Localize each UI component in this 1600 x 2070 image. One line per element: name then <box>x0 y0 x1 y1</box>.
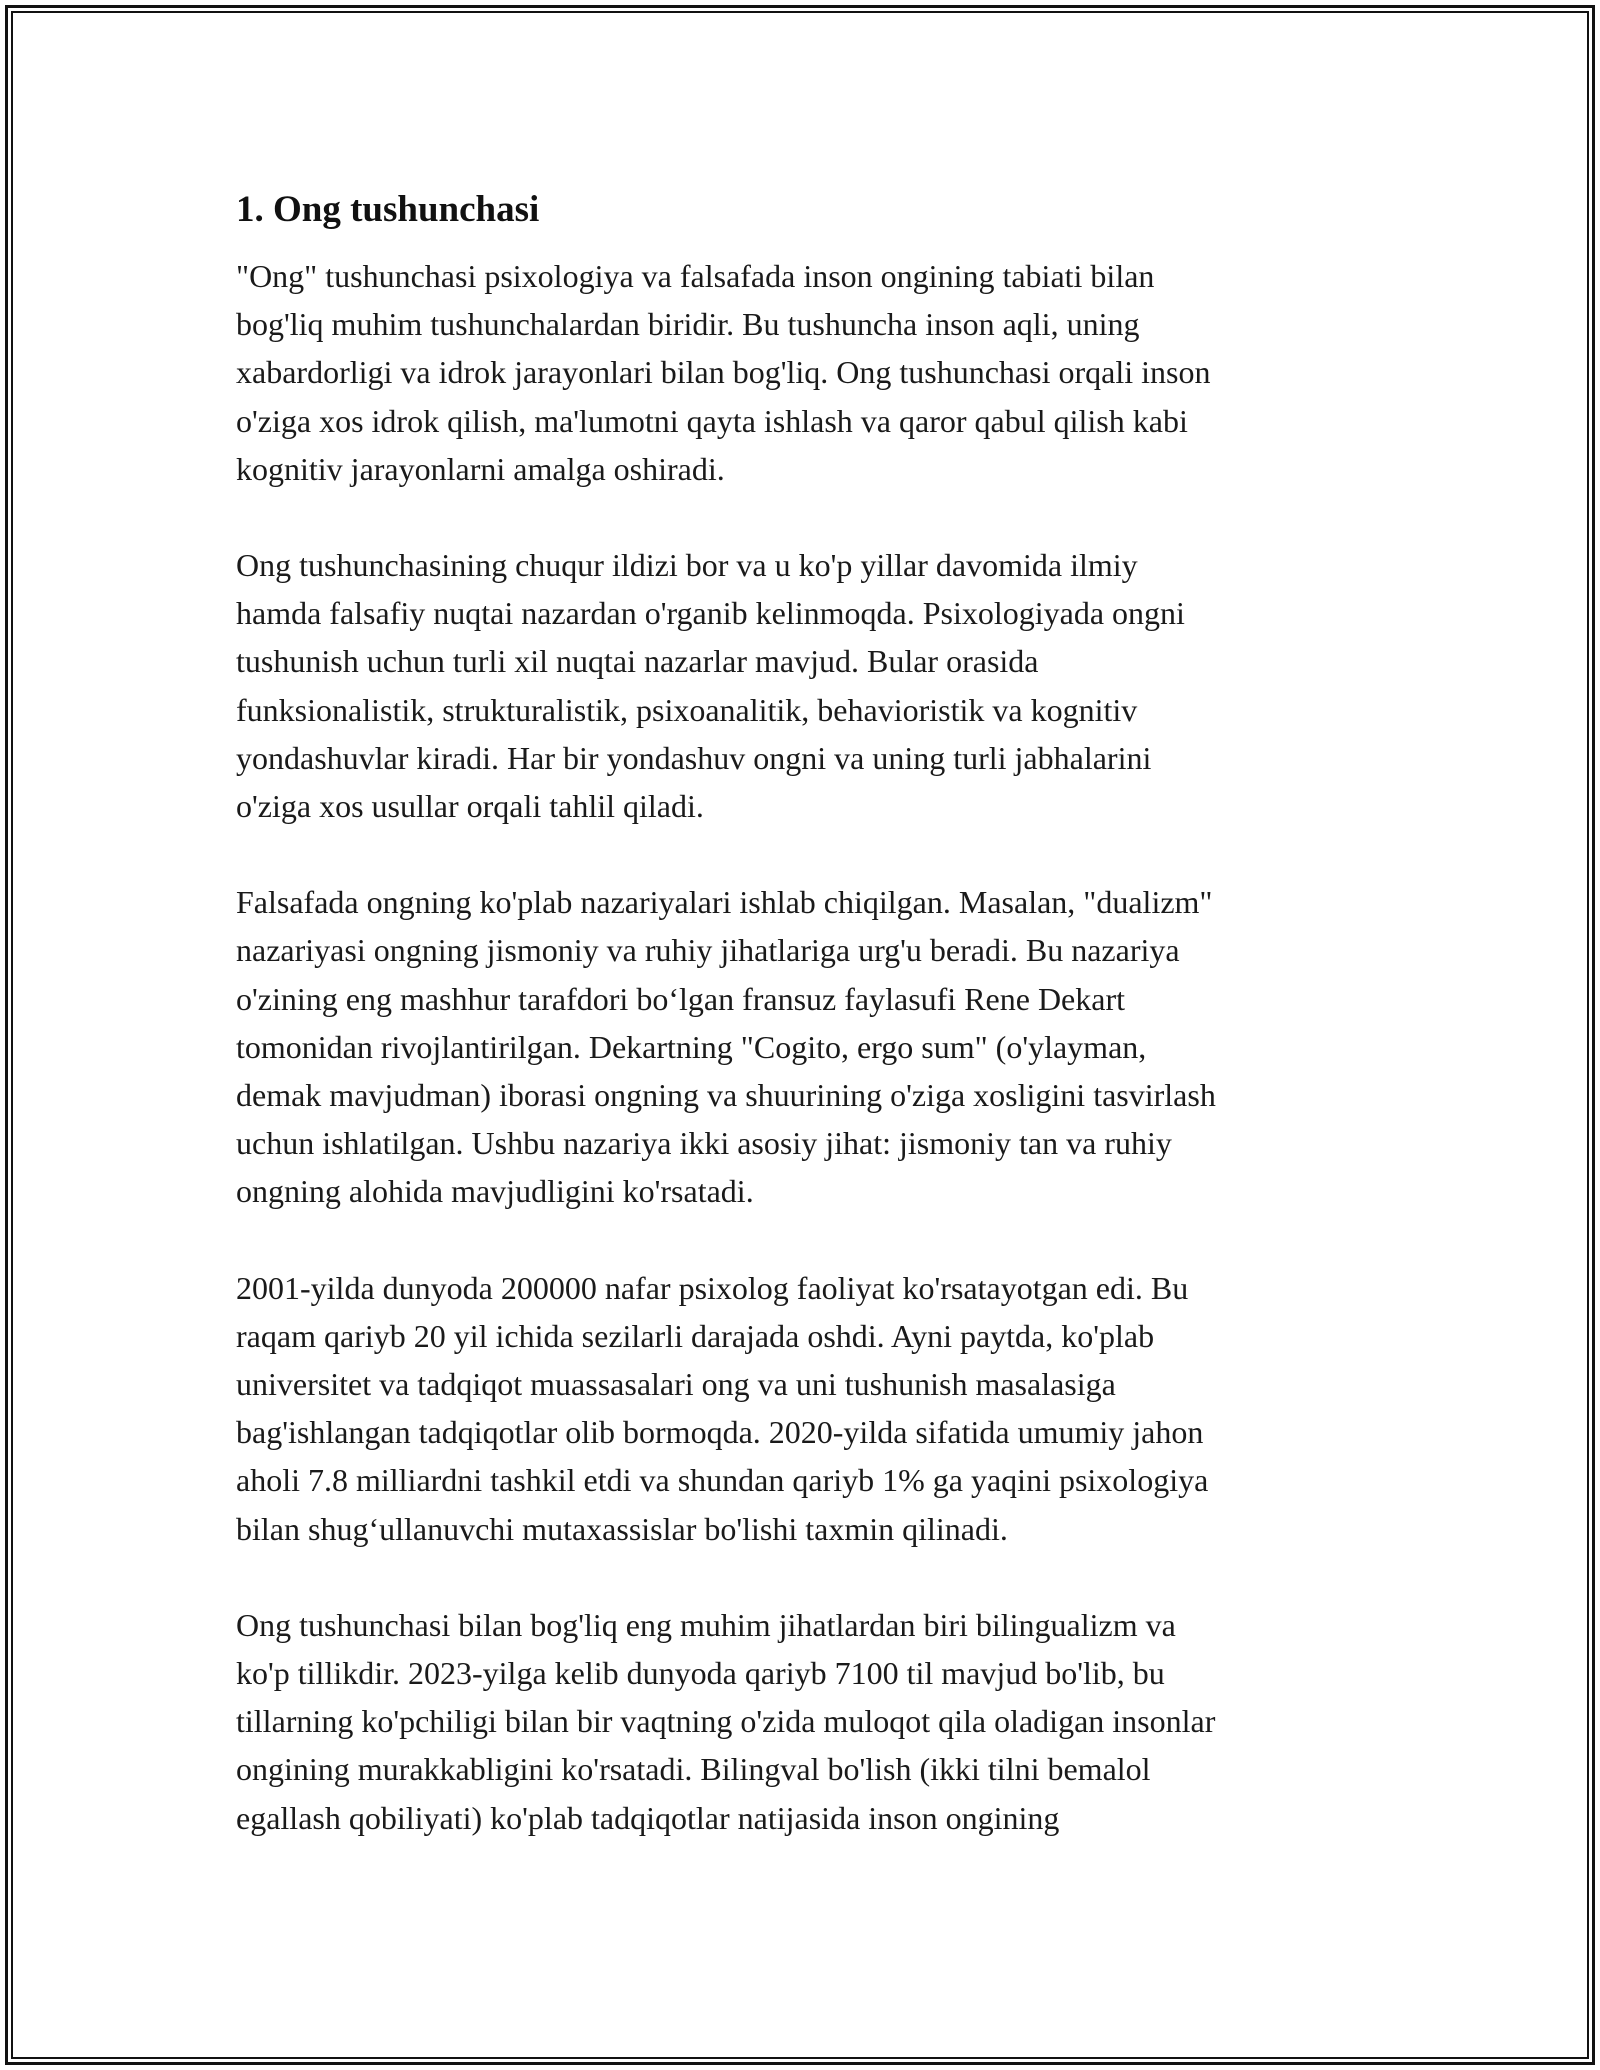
text-line: ongning alohida mavjudligini ko'rsatadi. <box>236 1173 754 1210</box>
text-line: bilan shug‘ullanuvchi mutaxassislar bo'lishi taxmin qilinadi. <box>236 1510 1008 1547</box>
text-line: o'ziga xos idrok qilish, ma'lumotni qayta ishlash va qaror qabul qilish kabi <box>236 402 1188 439</box>
text-line: aholi 7.8 milliardni tashkil etdi va shundan qariyb 1% ga yaqini psixologiya <box>236 1462 1209 1499</box>
text-line: bag'ishlangan tadqiqotlar olib bormoqda. 2020-yilda sifatida umumiy jahon <box>236 1414 1204 1451</box>
text-line: o'ziga xos usullar orqali tahlil qiladi. <box>236 788 704 825</box>
text-line: hamda falsafiy nuqtai nazardan o'rganib kelinmoqda. Psixologiyada ongni <box>236 595 1185 632</box>
paragraph-2 <box>236 541 1366 830</box>
paragraph-4 <box>236 1264 1366 1553</box>
text-line: universitet va tadqiqot muassasalari ong va uni tushunish masalasiga <box>236 1366 1116 1403</box>
document-body <box>236 186 1366 1890</box>
paragraph-5 <box>236 1601 1366 1842</box>
text-line: egallash qobiliyati) ko'plab tadqiqotlar natijasida inson ongining <box>236 1799 1060 1836</box>
text-line: nazariyasi ongning jismoniy va ruhiy jihatlariga urg'u beradi. Bu nazariya <box>236 932 1180 969</box>
paragraph-1 <box>236 252 1366 493</box>
text-line: kognitiv jarayonlarni amalga oshiradi. <box>236 450 725 487</box>
text-line: tomonidan rivojlantirilgan. Dekartning "Cogito, ergo sum" (o'ylayman, <box>236 1028 1147 1065</box>
text-line: funksionalistik, strukturalistik, psixoanalitik, behavioristik va kognitiv <box>236 691 1138 728</box>
paragraph-3 <box>236 878 1366 1215</box>
text-line: uchun ishlatilgan. Ushbu nazariya ikki asosiy jihat: jismoniy tan va ruhiy <box>236 1125 1172 1162</box>
text-line: Ong tushunchasi bilan bog'liq eng muhim jihatlardan biri bilingualizm va <box>236 1606 1176 1643</box>
text-line: tillarning ko'pchiligi bilan bir vaqtning o'zida muloqot qila oladigan insonlar <box>236 1703 1216 1740</box>
text-line: Ong tushunchasining chuqur ildizi bor va u ko'p yillar davomida ilmiy <box>236 547 1138 584</box>
text-line: tushunish uchun turli xil nuqtai nazarlar mavjud. Bular orasida <box>236 643 1039 680</box>
text-line: o'zining eng mashhur tarafdori bo‘lgan fransuz faylasufi Rene Dekart <box>236 980 1125 1017</box>
text-line: ongining murakkabligini ko'rsatadi. Bilingval bo'lish (ikki tilni bemalol <box>236 1751 1151 1788</box>
text-line: raqam qariyb 20 yil ichida sezilarli darajada oshdi. Ayni paytda, ko'plab <box>236 1317 1155 1354</box>
text-line: bog'liq muhim tushunchalardan biridir. Bu tushuncha inson aqli, uning <box>236 306 1140 343</box>
text-line: ko'p tillikdir. 2023-yilga kelib dunyoda qariyb 7100 til mavjud bo'lib, bu <box>236 1655 1165 1692</box>
text-line: 2001-yilda dunyoda 200000 nafar psixolog faoliyat ko'rsatayotgan edi. Bu <box>236 1269 1189 1306</box>
text-line: yondashuvlar kiradi. Har bir yondashuv ongni va uning turli jabhalarini <box>236 739 1152 776</box>
section-heading: 1. Ong tushunchasi <box>236 189 540 230</box>
text-line: Falsafada ongning ko'plab nazariyalari ishlab chiqilgan. Masalan, "dualizm" <box>236 884 1213 921</box>
text-line: demak mavjudman) iborasi ongning va shuurining o'ziga xosligini tasvirlash <box>236 1077 1216 1114</box>
text-line: "Ong" tushunchasi psixologiya va falsafada inson ongining tabiati bilan <box>236 258 1155 294</box>
text-line: xabardorligi va idrok jarayonlari bilan bog'liq. Ong tushunchasi orqali inson <box>236 354 1211 391</box>
